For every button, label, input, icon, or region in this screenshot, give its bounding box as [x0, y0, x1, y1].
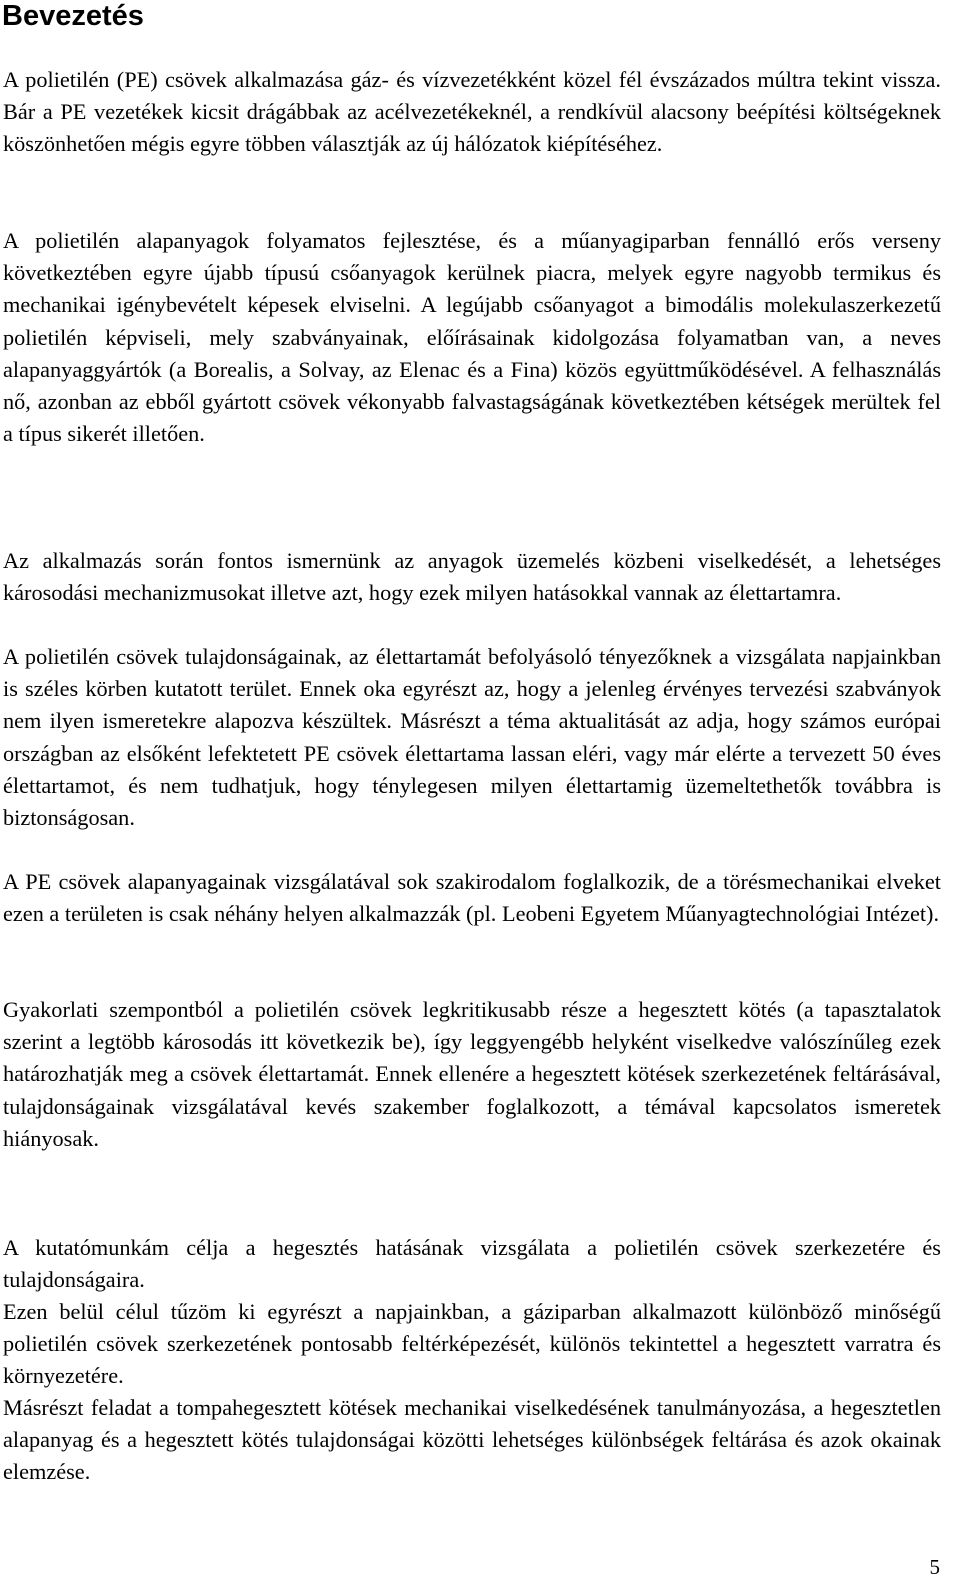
goal-paragraph: A kutatómunkám célja a hegesztés hatásának vizsgálata a polietilén csövek szerkezetére és tulajdonságaira. — [3, 1235, 941, 1293]
literature-paragraph: A PE csövek alapanyagainak vizsgálatával sok szakirodalom foglalkozik, de a törésmechanikai elveket ezen a területen is csak néhány helyen alkalmazzák (pl. Leobeni Egyetem Műanyagtechnológiai Intézet). — [3, 869, 941, 927]
page-title: Bevezetés — [2, 0, 144, 32]
objective-paragraph-1: Ezen belül célul tűzöm ki egyrészt a napjainkban, a gáziparban alkalmazott különböző minőségű polietilén csövek szerkezetének pontosabb feltérképezését, különös tekintettel a hegesztett varratra és környezetére. — [3, 1299, 941, 1389]
intro-paragraph: A polietilén (PE) csövek alkalmazása gáz- és vízvezetékként közel fél évszázados múltra tekint vissza. Bár a PE vezetékek kicsit drágábbak az acélvezetékeknél, a rendkívül alacsony beépítési költségeknek köszönhetően mégis egyre többen választják az új hálózatok kiépítéséhez. — [3, 67, 941, 157]
welding-paragraph: Gyakorlati szempontból a polietilén csövek legkritikusabb része a hegesztett kötés (a tapasztalatok szerint a legtöbb károsodás itt következik be), így leggyengébb helyként viselkedve valószínűleg ezek határozhatják meg a csövek élettartamát. Ennek ellenére a hegesztett kötések szerkezetének feltárásával, tulajdonságainak vizsgálatával kevés szakember foglalkozott, a témával kapcsolatos ismeretek hiányosak. — [3, 997, 941, 1151]
objective-paragraph-2: Másrészt feladat a tompahegesztett kötések mechanikai viselkedésének tanulmányozása, a hegesztetlen alapanyag és a hegesztett kötés tulajdonságai közötti lehetséges különbségek feltárása és azok okainak elemzése. — [3, 1395, 941, 1485]
behavior-paragraph: Az alkalmazás során fontos ismernünk az anyagok üzemelés közbeni viselkedését, a lehetséges károsodási mechanizmusokat illetve azt, hogy ezek milyen hatásokkal vannak az élettartamra. — [3, 548, 941, 606]
page-number: 5 — [929, 1555, 940, 1579]
research-paragraph: A polietilén csövek tulajdonságainak, az élettartamát befolyásoló tényezőknek a vizsgálata napjainkban is széles körben kutatott terület. Ennek oka egyrészt az, hogy a jelenleg érvényes tervezési szabványok nem ilyen ismeretekre alapozva készültek. Másrészt a téma aktualitását az adja, hogy számos európai országban az elsőként lefektetett PE csövek élettartama lassan eléri, vagy már elérte a tervezett 50 éves élettartamot, és nem tudhatjuk, hogy ténylegesen milyen élettartamig üzemeltethetők továbbra is biztonságosan. — [3, 644, 941, 831]
materials-paragraph: A polietilén alapanyagok folyamatos fejlesztése, és a műanyagiparban fennálló erős verseny következtében egyre újabb típusú csőanyagok kerülnek piacra, melyek egyre nagyobb termikus és mechanikai igénybevételt képesek elviselni. A legújabb csőanyagot a bimodális molekulaszerkezetű polietilén képviseli, mely szabványainak, előírásainak kidolgozása folyamatban van, a neves alapanyaggyártók (a Borealis, a Solvay, az Elenac és a Fina) közös együttműködésével. A felhasználás nő, azonban az ebből gyártott csövek vékonyabb falvastagságának következtében kétségek merültek fel a típus sikerét illetően. — [3, 228, 941, 447]
